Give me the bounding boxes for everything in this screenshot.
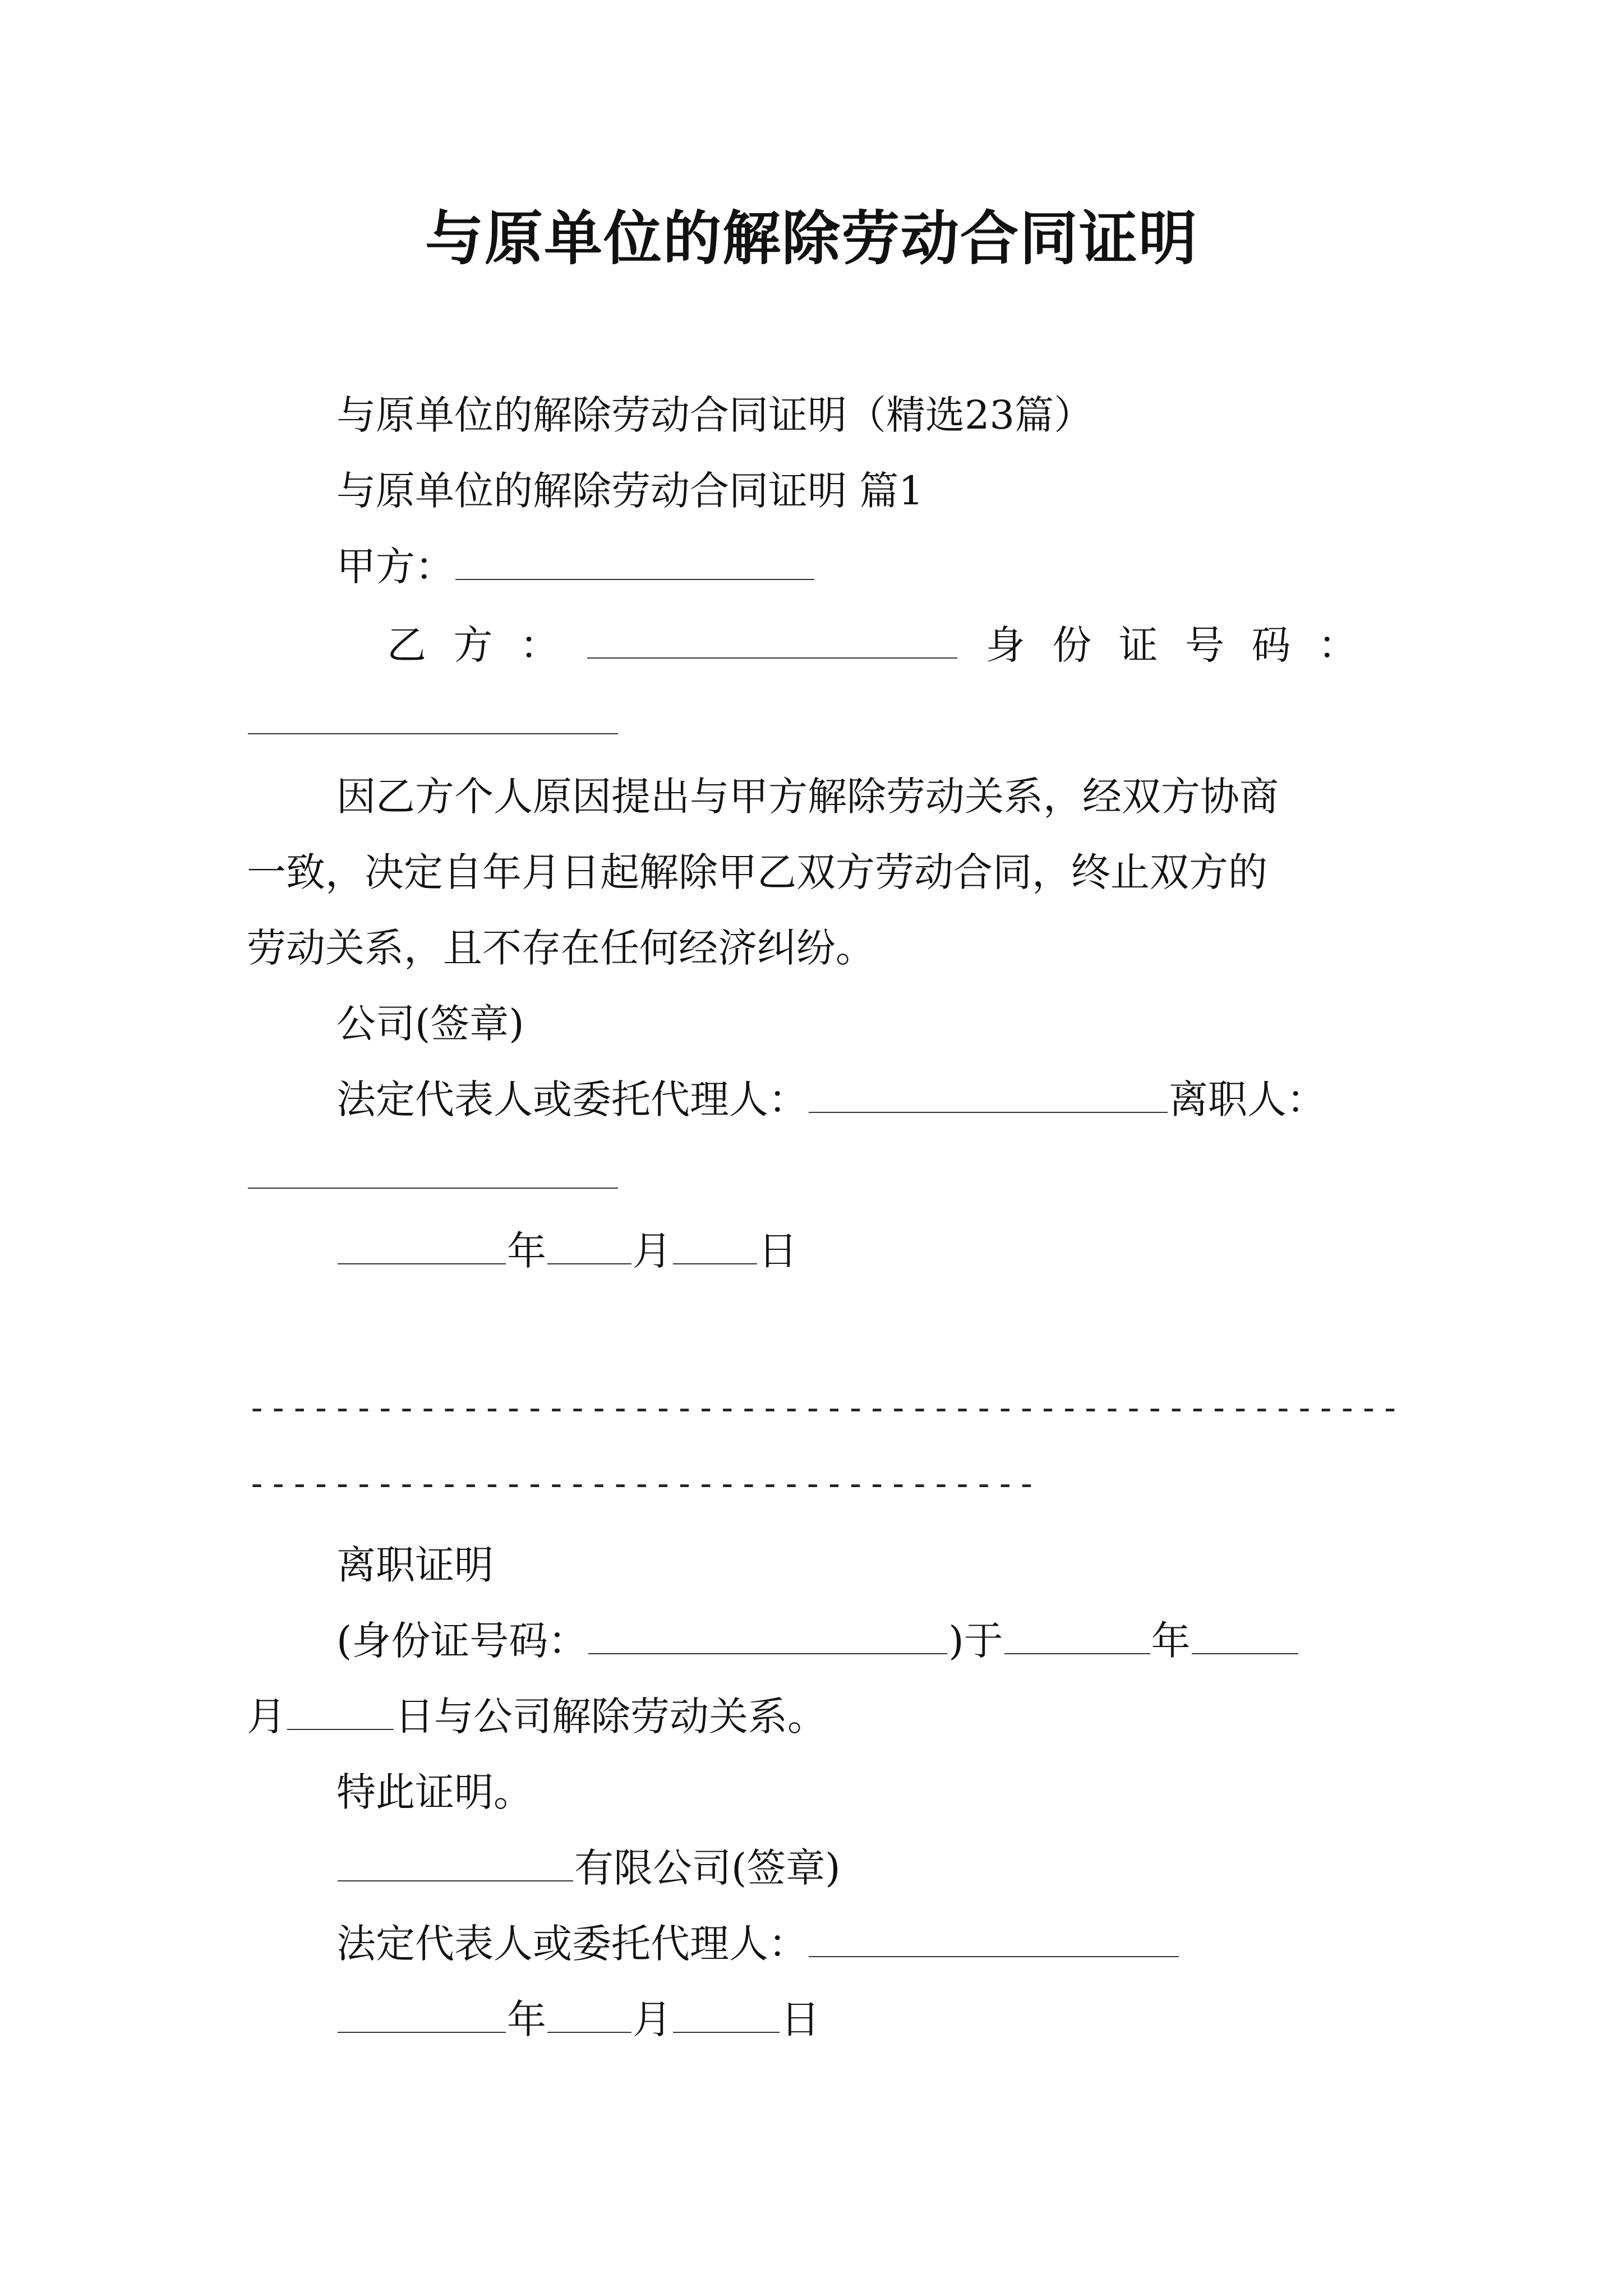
party-b-char: 方 (453, 622, 493, 668)
cert-line-suffix: 日与公司解除劳动关系。 (395, 1694, 827, 1740)
company-seal: 公司(签章) (336, 1001, 524, 1047)
legal-rep-blank[interactable] (809, 1110, 1168, 1113)
year-label: 年 (507, 1228, 546, 1274)
year-label: 年 (1151, 1618, 1191, 1664)
party-a-label: 甲方： (336, 544, 454, 590)
day-label: 日 (758, 1228, 797, 1274)
cert-line (247, 1688, 827, 1745)
id-number-char: ： (1317, 622, 1357, 668)
id-number-char: 份 (1052, 622, 1092, 668)
signature-line (336, 1916, 1180, 1972)
special-cert: 特此证明。 (336, 1769, 533, 1815)
body-line: 一致，决定自年月日起解除甲乙双方劳动合同，终止双方的 (247, 849, 1267, 895)
section-heading: 与原单位的解除劳动合同证明 篇1 (336, 468, 924, 514)
month-label: 月 (633, 1996, 672, 2042)
party-a-line (336, 539, 815, 595)
day-label: 日 (781, 1996, 820, 2042)
company-seal-line (336, 1840, 841, 1896)
id-number-char: 证 (1118, 622, 1158, 668)
id-number-char: 身 (985, 622, 1025, 668)
body-line: 劳动关系，且不存在任何经济纠纷。 (247, 925, 875, 971)
id-number-line (247, 693, 619, 749)
cert-at-label: )于 (948, 1618, 1003, 1664)
party-b-char: 乙 (387, 622, 426, 668)
party-b-char: ： (519, 622, 559, 668)
cert-day-blank[interactable] (287, 1727, 394, 1730)
company-name-blank[interactable] (338, 1878, 573, 1881)
party-a-blank[interactable] (455, 577, 814, 580)
signature-line (336, 1071, 1326, 1128)
party-b-line (387, 617, 1357, 673)
id-number-blank[interactable] (248, 731, 618, 734)
resignee-line (247, 1147, 619, 1203)
resignee-label: 离职人： (1169, 1076, 1326, 1122)
body-line: 因乙方个人原因提出与甲方解除劳动关系，经双方协商 (336, 774, 1279, 820)
month-blank[interactable] (547, 1261, 631, 1264)
legal-rep-label: 法定代表人或委托代理人： (336, 1076, 808, 1122)
id-number-char: 号 (1185, 622, 1225, 668)
cert-year-blank[interactable] (1004, 1651, 1150, 1654)
separator-dashes: ------------------------------------- (247, 1464, 1038, 1503)
cert-month-blank[interactable] (1192, 1651, 1298, 1654)
party-b-blank[interactable] (587, 655, 957, 659)
cert-line (336, 1613, 1299, 1669)
month-label: 月 (247, 1694, 286, 1740)
day-blank[interactable] (673, 2030, 780, 2033)
cert-id-blank[interactable] (588, 1651, 947, 1654)
legal-rep-blank[interactable] (809, 1954, 1179, 1957)
month-blank[interactable] (547, 2030, 631, 2033)
subtitle: 与原单位的解除劳动合同证明（精选23篇） (336, 392, 1094, 438)
year-blank[interactable] (338, 1261, 506, 1264)
limited-company-seal: 有限公司(签章) (574, 1845, 841, 1891)
cert-id-label: (身份证号码： (336, 1618, 588, 1664)
year-blank[interactable] (338, 2030, 506, 2033)
month-label: 月 (633, 1228, 672, 1274)
id-number-char: 码 (1251, 622, 1291, 668)
separator-dashes: ------------------------------------------------------ (247, 1388, 1401, 1428)
day-blank[interactable] (673, 1261, 757, 1264)
resignee-blank[interactable] (248, 1185, 618, 1189)
date-line (336, 1223, 797, 1279)
legal-rep-label: 法定代表人或委托代理人： (336, 1921, 808, 1967)
year-label: 年 (507, 1996, 546, 2042)
date-line (336, 1991, 820, 2047)
document-title: 与原单位的解除劳动合同证明 (425, 204, 1198, 273)
cert-title: 离职证明 (336, 1542, 494, 1588)
